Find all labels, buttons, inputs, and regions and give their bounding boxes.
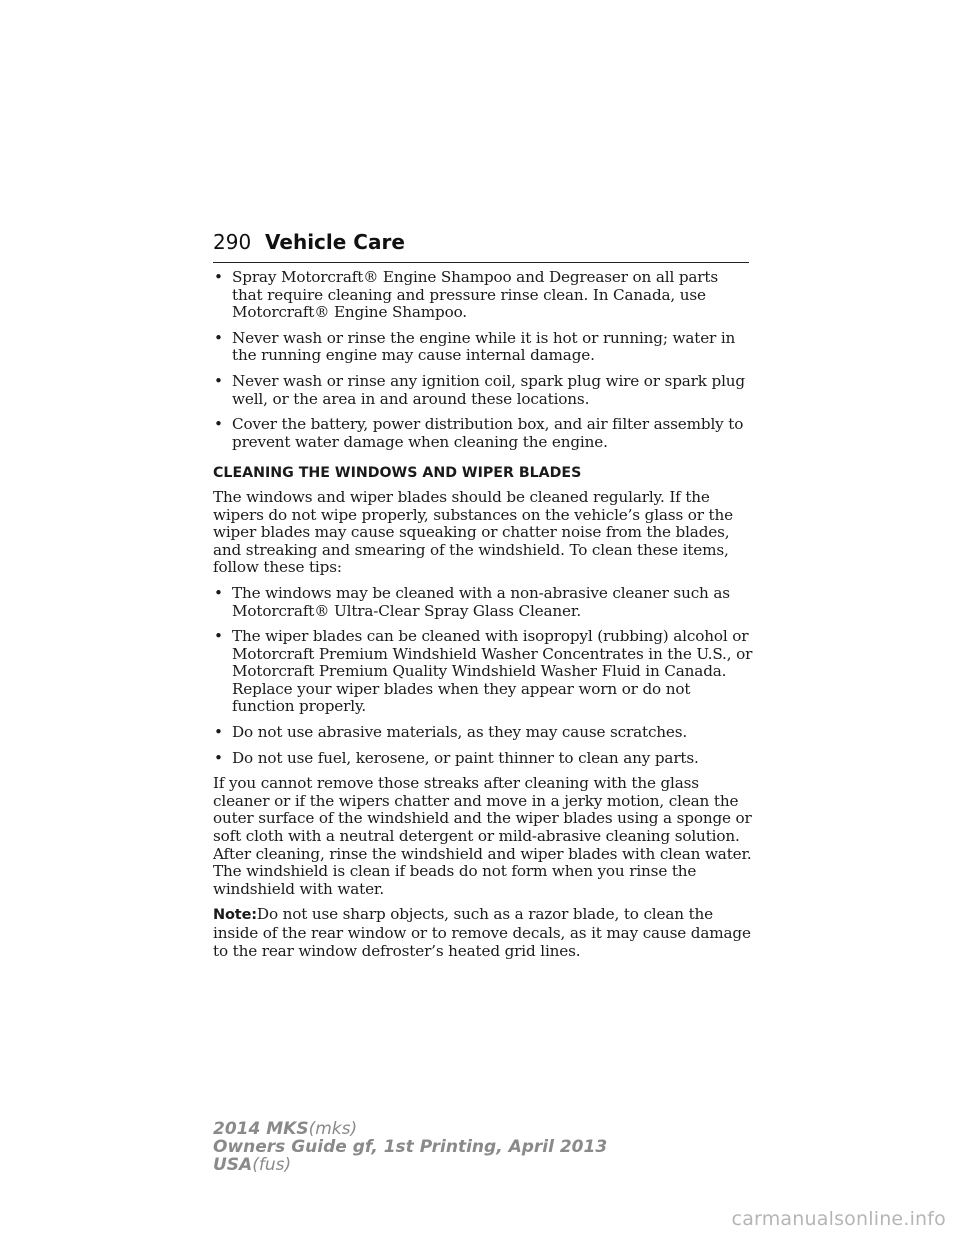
section-heading: CLEANING THE WINDOWS AND WIPER BLADES: [213, 465, 582, 482]
page-content: [213, 269, 753, 968]
list-item: [213, 750, 753, 768]
note-label: Note:: [213, 907, 257, 924]
list-item: [213, 416, 753, 451]
bullet-icon: •: [214, 723, 223, 742]
footer-line-model: [213, 1120, 607, 1138]
bullet-icon: •: [214, 371, 223, 390]
engine-cleaning-list: [213, 269, 753, 451]
list-item: [213, 724, 753, 742]
page-header: [213, 230, 749, 263]
list-item-text: Do not use fuel, kerosene, or paint thinner to clean any parts.: [232, 748, 699, 767]
list-item: [213, 269, 753, 322]
bullet-icon: •: [214, 328, 223, 347]
bullet-icon: •: [214, 627, 223, 646]
note-paragraph: [213, 906, 753, 960]
cleaning-tips-list: [213, 585, 753, 767]
list-item: [213, 628, 753, 716]
list-item-text: The wiper blades can be cleaned with isopropyl (rubbing) alcohol or Motorcraft Premium Windshield Washer Concentrates in the U.S., or Motorcraft Premium Quality Windshield Washer Fluid in Canada. Replace your wiper blades when they appear worn or do not function properly.: [232, 627, 753, 716]
watermark: carmanualsonline.info: [731, 1208, 946, 1230]
bullet-icon: •: [214, 268, 223, 286]
footer-model-code: (mks): [308, 1119, 358, 1139]
list-item-text: Cover the battery, power distribution box, and air filter assembly to prevent water damage when cleaning the engine.: [232, 415, 744, 451]
list-item: [213, 330, 753, 365]
intro-paragraph: The windows and wiper blades should be cleaned regularly. If the wipers do not wipe properly, substances on the vehicle’s glass or the wiper blades may cause squeaking or chatter noise from the blades, and streaking and smearing of the windshield. To clean these items, follow these tips:: [213, 487, 733, 577]
footer-line-market: [213, 1156, 607, 1174]
bullet-icon: •: [214, 415, 223, 434]
footer-market: USA: [213, 1155, 253, 1175]
page-number: 290: [213, 230, 252, 254]
footer-market-code: (fus): [252, 1155, 292, 1175]
note-text: Do not use sharp objects, such as a razor blade, to clean the inside of the rear window or to remove decals, as it may cause damage to the rear window defroster’s heated grid lines.: [213, 905, 751, 960]
footer-model: 2014 MKS: [213, 1119, 309, 1139]
list-item-text: Spray Motorcraft® Engine Shampoo and Degreaser on all parts that require cleaning and pressure rinse clean. In Canada, use Motorcraft® Engine Shampoo.: [232, 268, 719, 322]
list-item-text: Never wash or rinse any ignition coil, spark plug wire or spark plug well, or the area in and around these locations.: [232, 371, 746, 408]
section-title: Vehicle Care: [265, 230, 405, 254]
list-item-text: The windows may be cleaned with a non-abrasive cleaner such as Motorcraft® Ultra-Clear Spray Glass Cleaner.: [232, 583, 730, 620]
footer-line-printing: Owners Guide gf, 1st Printing, April 2013: [213, 1137, 608, 1157]
list-item-text: Never wash or rinse the engine while it is hot or running; water in the running engine may cause internal damage.: [232, 328, 736, 365]
list-item: [213, 585, 753, 620]
print-footer: [213, 1120, 607, 1174]
list-item: [213, 373, 753, 408]
streaks-paragraph: If you cannot remove those streaks after cleaning with the glass cleaner or if the wipers chatter and move in a jerky motion, clean the outer surface of the windshield and the wiper blades using a sponge or soft cloth with a neutral detergent or mild-abrasive cleaning solution. After cleaning, rinse the windshield and wiper blades with clean water. The windshield is clean if beads do not form when you rinse the windshield with water.: [213, 774, 752, 898]
bullet-icon: •: [214, 748, 223, 767]
list-item-text: Do not use abrasive materials, as they may cause scratches.: [232, 723, 688, 742]
bullet-icon: •: [214, 583, 223, 602]
